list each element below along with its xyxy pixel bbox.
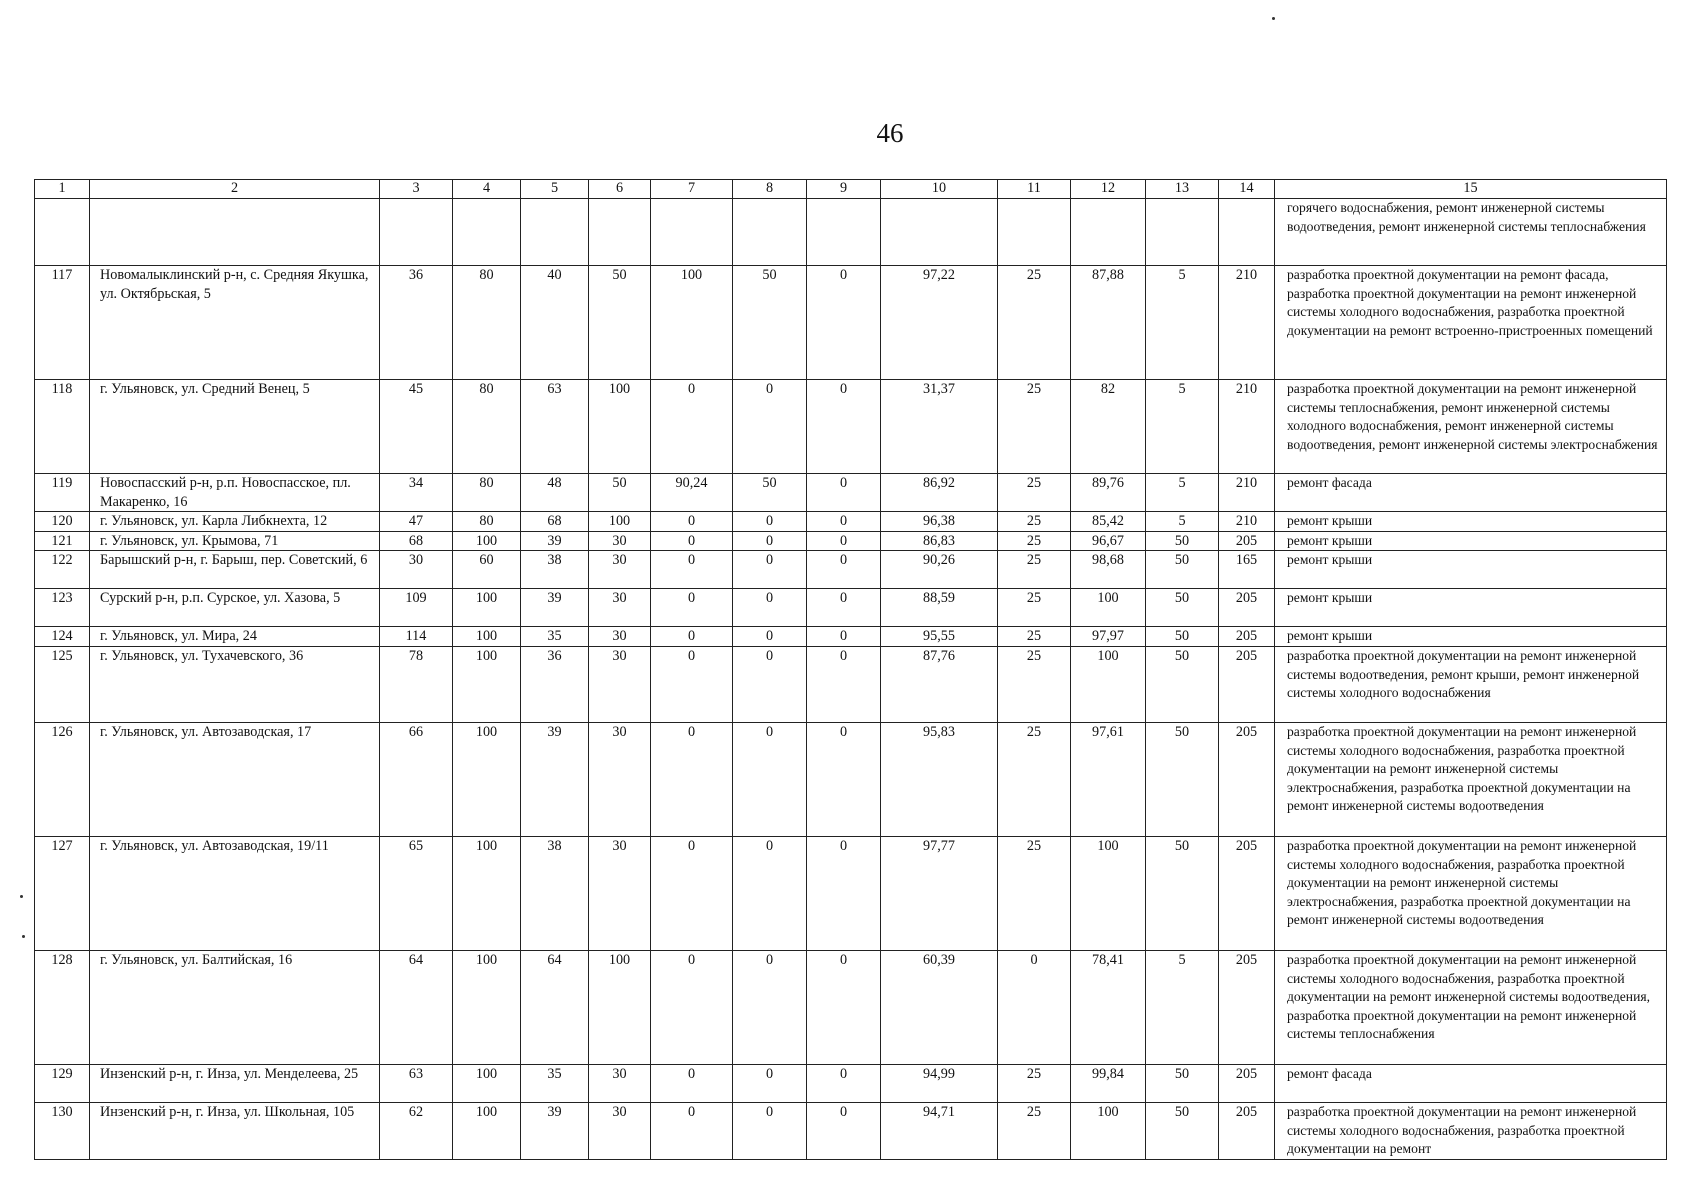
value-cell: 210 (1219, 380, 1275, 474)
value-cell: 30 (589, 1064, 651, 1102)
column-header: 14 (1219, 180, 1275, 199)
value-cell: 40 (521, 266, 589, 380)
value-cell (1219, 199, 1275, 266)
value-cell: 25 (998, 836, 1071, 950)
value-cell: 0 (651, 722, 733, 836)
table-row (35, 836, 1667, 950)
value-cell: 100 (453, 950, 521, 1064)
value-cell: 100 (589, 950, 651, 1064)
value-cell: 68 (380, 531, 453, 551)
column-number-row (35, 180, 1667, 199)
value-cell: 97,77 (881, 836, 998, 950)
value-cell: 34 (380, 474, 453, 512)
value-cell: 0 (651, 646, 733, 722)
row-number-cell: 119 (35, 474, 90, 512)
row-number-cell: 121 (35, 531, 90, 551)
value-cell: 80 (453, 474, 521, 512)
table-row (35, 1064, 1667, 1102)
value-cell: 97,61 (1071, 722, 1146, 836)
value-cell: 87,88 (1071, 266, 1146, 380)
value-cell: 60,39 (881, 950, 998, 1064)
value-cell: 205 (1219, 836, 1275, 950)
value-cell: 100 (1071, 646, 1146, 722)
value-cell (998, 199, 1071, 266)
value-cell: 50 (1146, 836, 1219, 950)
row-number-cell: 127 (35, 836, 90, 950)
value-cell: 25 (998, 380, 1071, 474)
value-cell: 210 (1219, 266, 1275, 380)
value-cell: 100 (453, 1064, 521, 1102)
column-header: 5 (521, 180, 589, 199)
value-cell: 35 (521, 627, 589, 647)
column-header: 2 (90, 180, 380, 199)
value-cell: 50 (1146, 531, 1219, 551)
value-cell: 25 (998, 646, 1071, 722)
value-cell: 0 (807, 380, 881, 474)
value-cell: 0 (651, 551, 733, 589)
value-cell: 89,76 (1071, 474, 1146, 512)
value-cell: 205 (1219, 627, 1275, 647)
column-header: 7 (651, 180, 733, 199)
address-cell: Инзенский р-н, г. Инза, ул. Менделеева, 25 (90, 1064, 380, 1102)
table-row (35, 627, 1667, 647)
column-header: 1 (35, 180, 90, 199)
value-cell (881, 199, 998, 266)
value-cell: 0 (998, 950, 1071, 1064)
value-cell: 97,97 (1071, 627, 1146, 647)
value-cell: 0 (733, 512, 807, 532)
address-cell (90, 199, 380, 266)
value-cell: 100 (1071, 589, 1146, 627)
table-row (35, 531, 1667, 551)
value-cell: 96,38 (881, 512, 998, 532)
value-cell: 165 (1219, 551, 1275, 589)
value-cell: 25 (998, 589, 1071, 627)
table-row (35, 474, 1667, 512)
address-cell: Барышский р-н, г. Барыш, пер. Советский, 6 (90, 551, 380, 589)
value-cell: 25 (998, 531, 1071, 551)
works-cell: разработка проектной документации на ремонт инженерной системы холодного водоснабжения, разработка проектной документации на ремонт инженерной системы электроснабжения, разработка проектной документации на ремонт инженерной системы водоотведения (1275, 722, 1667, 836)
value-cell: 25 (998, 474, 1071, 512)
value-cell: 30 (380, 551, 453, 589)
address-cell: г. Ульяновск, ул. Автозаводская, 17 (90, 722, 380, 836)
value-cell: 0 (807, 1064, 881, 1102)
value-cell (1071, 199, 1146, 266)
value-cell: 0 (651, 512, 733, 532)
row-number-cell: 126 (35, 722, 90, 836)
value-cell: 0 (733, 722, 807, 836)
value-cell: 100 (589, 380, 651, 474)
value-cell: 0 (807, 531, 881, 551)
value-cell: 30 (589, 627, 651, 647)
value-cell: 25 (998, 627, 1071, 647)
value-cell: 82 (1071, 380, 1146, 474)
works-cell: разработка проектной документации на ремонт инженерной системы холодного водоснабжения, разработка проектной документации на ремонт (1275, 1102, 1667, 1159)
value-cell: 0 (733, 646, 807, 722)
value-cell: 50 (733, 266, 807, 380)
value-cell: 205 (1219, 950, 1275, 1064)
value-cell: 90,26 (881, 551, 998, 589)
value-cell: 205 (1219, 531, 1275, 551)
column-header: 15 (1275, 180, 1667, 199)
value-cell: 36 (521, 646, 589, 722)
row-number-cell (35, 199, 90, 266)
value-cell: 78 (380, 646, 453, 722)
value-cell: 0 (733, 950, 807, 1064)
value-cell: 0 (733, 836, 807, 950)
works-cell: разработка проектной документации на ремонт фасада, разработка проектной документации на ремонт инженерной системы холодного водоснабжения, разработка проектной документации на ремонт встроенно-пристроенных помещений (1275, 266, 1667, 380)
column-header: 4 (453, 180, 521, 199)
value-cell: 50 (1146, 551, 1219, 589)
value-cell: 30 (589, 551, 651, 589)
row-number-cell: 125 (35, 646, 90, 722)
row-number-cell: 120 (35, 512, 90, 532)
value-cell: 50 (589, 474, 651, 512)
value-cell: 31,37 (881, 380, 998, 474)
value-cell: 38 (521, 836, 589, 950)
value-cell: 0 (733, 380, 807, 474)
value-cell: 5 (1146, 266, 1219, 380)
works-cell: разработка проектной документации на ремонт инженерной системы холодного водоснабжения, разработка проектной документации на ремонт инженерной системы водоотведения, разработка проектной документации на ремонт инженерной системы теплоснабжения (1275, 950, 1667, 1064)
value-cell: 80 (453, 512, 521, 532)
value-cell: 100 (651, 266, 733, 380)
value-cell: 30 (589, 646, 651, 722)
value-cell: 5 (1146, 474, 1219, 512)
address-cell: Сурский р-н, р.п. Сурское, ул. Хазова, 5 (90, 589, 380, 627)
works-cell: разработка проектной документации на ремонт инженерной системы теплоснабжения, ремонт инженерной системы холодного водоснабжения, ремонт инженерной системы водоотведения, ремонт инженерной системы электроснабжения (1275, 380, 1667, 474)
value-cell: 0 (733, 531, 807, 551)
row-number-cell: 117 (35, 266, 90, 380)
value-cell (453, 199, 521, 266)
value-cell: 78,41 (1071, 950, 1146, 1064)
value-cell: 25 (998, 722, 1071, 836)
value-cell: 205 (1219, 589, 1275, 627)
value-cell: 205 (1219, 646, 1275, 722)
value-cell: 0 (651, 531, 733, 551)
value-cell: 0 (807, 950, 881, 1064)
value-cell: 30 (589, 531, 651, 551)
column-header: 3 (380, 180, 453, 199)
address-cell: г. Ульяновск, ул. Автозаводская, 19/11 (90, 836, 380, 950)
value-cell: 100 (453, 589, 521, 627)
value-cell: 0 (807, 512, 881, 532)
value-cell (521, 199, 589, 266)
value-cell: 114 (380, 627, 453, 647)
value-cell: 5 (1146, 380, 1219, 474)
address-cell: г. Ульяновск, ул. Тухачевского, 36 (90, 646, 380, 722)
value-cell: 99,84 (1071, 1064, 1146, 1102)
value-cell: 25 (998, 551, 1071, 589)
value-cell: 64 (380, 950, 453, 1064)
value-cell: 5 (1146, 512, 1219, 532)
value-cell: 65 (380, 836, 453, 950)
value-cell: 50 (1146, 1102, 1219, 1159)
row-number-cell: 122 (35, 551, 90, 589)
value-cell: 90,24 (651, 474, 733, 512)
value-cell: 50 (733, 474, 807, 512)
value-cell: 0 (651, 589, 733, 627)
column-header: 12 (1071, 180, 1146, 199)
value-cell: 80 (453, 380, 521, 474)
table-row (35, 266, 1667, 380)
address-cell: г. Ульяновск, ул. Средний Венец, 5 (90, 380, 380, 474)
address-cell: г. Ульяновск, ул. Карла Либкнехта, 12 (90, 512, 380, 532)
value-cell: 97,22 (881, 266, 998, 380)
value-cell: 25 (998, 1102, 1071, 1159)
value-cell: 39 (521, 722, 589, 836)
works-cell: ремонт крыши (1275, 627, 1667, 647)
works-cell: разработка проектной документации на ремонт инженерной системы водоотведения, ремонт крыши, ремонт инженерной системы холодного водоснабжения (1275, 646, 1667, 722)
value-cell: 88,59 (881, 589, 998, 627)
value-cell: 0 (807, 722, 881, 836)
table-row (35, 551, 1667, 589)
value-cell: 86,92 (881, 474, 998, 512)
row-number-cell: 124 (35, 627, 90, 647)
scan-speck (20, 895, 23, 898)
value-cell: 0 (807, 627, 881, 647)
value-cell: 96,67 (1071, 531, 1146, 551)
value-cell: 100 (453, 531, 521, 551)
value-cell: 39 (521, 531, 589, 551)
value-cell: 100 (1071, 836, 1146, 950)
value-cell: 0 (651, 627, 733, 647)
scan-speck (22, 935, 25, 938)
table-row (35, 199, 1667, 266)
works-cell: ремонт крыши (1275, 551, 1667, 589)
value-cell: 30 (589, 1102, 651, 1159)
address-cell: Новоспасский р-н, р.п. Новоспасское, пл. Макаренко, 16 (90, 474, 380, 512)
value-cell: 0 (733, 1064, 807, 1102)
table-body (35, 180, 1667, 1160)
value-cell: 36 (380, 266, 453, 380)
value-cell: 50 (1146, 627, 1219, 647)
value-cell: 0 (807, 836, 881, 950)
value-cell: 109 (380, 589, 453, 627)
value-cell: 25 (998, 266, 1071, 380)
value-cell: 0 (807, 474, 881, 512)
value-cell: 63 (380, 1064, 453, 1102)
value-cell (589, 199, 651, 266)
value-cell: 66 (380, 722, 453, 836)
row-number-cell: 128 (35, 950, 90, 1064)
address-cell: г. Ульяновск, ул. Мира, 24 (90, 627, 380, 647)
value-cell: 38 (521, 551, 589, 589)
value-cell: 85,42 (1071, 512, 1146, 532)
value-cell: 210 (1219, 512, 1275, 532)
value-cell: 0 (733, 589, 807, 627)
value-cell: 25 (998, 512, 1071, 532)
column-header: 11 (998, 180, 1071, 199)
value-cell: 47 (380, 512, 453, 532)
value-cell: 95,83 (881, 722, 998, 836)
column-header: 8 (733, 180, 807, 199)
works-cell: ремонт крыши (1275, 531, 1667, 551)
scan-speck (1272, 17, 1275, 20)
value-cell: 86,83 (881, 531, 998, 551)
value-cell: 100 (453, 722, 521, 836)
works-cell: ремонт крыши (1275, 589, 1667, 627)
value-cell: 48 (521, 474, 589, 512)
value-cell: 0 (807, 589, 881, 627)
works-cell: разработка проектной документации на ремонт инженерной системы холодного водоснабжения, разработка проектной документации на ремонт инженерной системы электроснабжения, разработка проектной документации на ремонт инженерной системы водоотведения (1275, 836, 1667, 950)
address-cell: Новомалыклинский р-н, с. Средняя Якушка, ул. Октябрьская, 5 (90, 266, 380, 380)
column-header: 10 (881, 180, 998, 199)
value-cell: 205 (1219, 1064, 1275, 1102)
table-row (35, 380, 1667, 474)
value-cell (380, 199, 453, 266)
address-cell: г. Ульяновск, ул. Балтийская, 16 (90, 950, 380, 1064)
column-header: 13 (1146, 180, 1219, 199)
value-cell: 50 (589, 266, 651, 380)
value-cell: 100 (453, 627, 521, 647)
table-row (35, 950, 1667, 1064)
value-cell: 94,99 (881, 1064, 998, 1102)
value-cell: 100 (589, 512, 651, 532)
value-cell: 0 (807, 266, 881, 380)
value-cell: 0 (651, 1102, 733, 1159)
value-cell: 64 (521, 950, 589, 1064)
row-number-cell: 130 (35, 1102, 90, 1159)
value-cell (807, 199, 881, 266)
value-cell: 0 (651, 950, 733, 1064)
works-cell: горячего водоснабжения, ремонт инженерной системы водоотведения, ремонт инженерной системы теплоснабжения (1275, 199, 1667, 266)
value-cell (733, 199, 807, 266)
table-row (35, 589, 1667, 627)
value-cell: 39 (521, 589, 589, 627)
page-number: 46 (876, 118, 904, 148)
value-cell: 94,71 (881, 1102, 998, 1159)
row-number-cell: 118 (35, 380, 90, 474)
value-cell: 35 (521, 1064, 589, 1102)
table-row (35, 512, 1667, 532)
repair-program-table (34, 179, 1667, 1160)
value-cell: 5 (1146, 950, 1219, 1064)
value-cell: 0 (807, 1102, 881, 1159)
value-cell: 45 (380, 380, 453, 474)
column-header: 9 (807, 180, 881, 199)
value-cell: 205 (1219, 1102, 1275, 1159)
value-cell: 50 (1146, 646, 1219, 722)
value-cell: 0 (733, 627, 807, 647)
table-row (35, 1102, 1667, 1159)
value-cell: 0 (733, 1102, 807, 1159)
value-cell: 60 (453, 551, 521, 589)
value-cell: 87,76 (881, 646, 998, 722)
value-cell: 30 (589, 589, 651, 627)
works-cell: ремонт фасада (1275, 474, 1667, 512)
value-cell: 0 (651, 380, 733, 474)
value-cell: 30 (589, 836, 651, 950)
value-cell: 95,55 (881, 627, 998, 647)
works-cell: ремонт фасада (1275, 1064, 1667, 1102)
row-number-cell: 129 (35, 1064, 90, 1102)
value-cell: 0 (733, 551, 807, 589)
value-cell: 39 (521, 1102, 589, 1159)
address-cell: г. Ульяновск, ул. Крымова, 71 (90, 531, 380, 551)
value-cell: 100 (453, 836, 521, 950)
value-cell: 98,68 (1071, 551, 1146, 589)
address-cell: Инзенский р-н, г. Инза, ул. Школьная, 105 (90, 1102, 380, 1159)
value-cell: 80 (453, 266, 521, 380)
value-cell: 100 (1071, 1102, 1146, 1159)
value-cell: 0 (807, 646, 881, 722)
value-cell (651, 199, 733, 266)
column-header: 6 (589, 180, 651, 199)
value-cell: 0 (807, 551, 881, 589)
value-cell: 100 (453, 646, 521, 722)
value-cell: 68 (521, 512, 589, 532)
table-row (35, 722, 1667, 836)
value-cell: 25 (998, 1064, 1071, 1102)
value-cell: 30 (589, 722, 651, 836)
table-row (35, 646, 1667, 722)
works-cell: ремонт крыши (1275, 512, 1667, 532)
value-cell: 100 (453, 1102, 521, 1159)
value-cell: 205 (1219, 722, 1275, 836)
value-cell: 50 (1146, 589, 1219, 627)
value-cell: 50 (1146, 1064, 1219, 1102)
value-cell (1146, 199, 1219, 266)
value-cell: 62 (380, 1102, 453, 1159)
value-cell: 50 (1146, 722, 1219, 836)
value-cell: 210 (1219, 474, 1275, 512)
row-number-cell: 123 (35, 589, 90, 627)
value-cell: 0 (651, 1064, 733, 1102)
value-cell: 63 (521, 380, 589, 474)
value-cell: 0 (651, 836, 733, 950)
